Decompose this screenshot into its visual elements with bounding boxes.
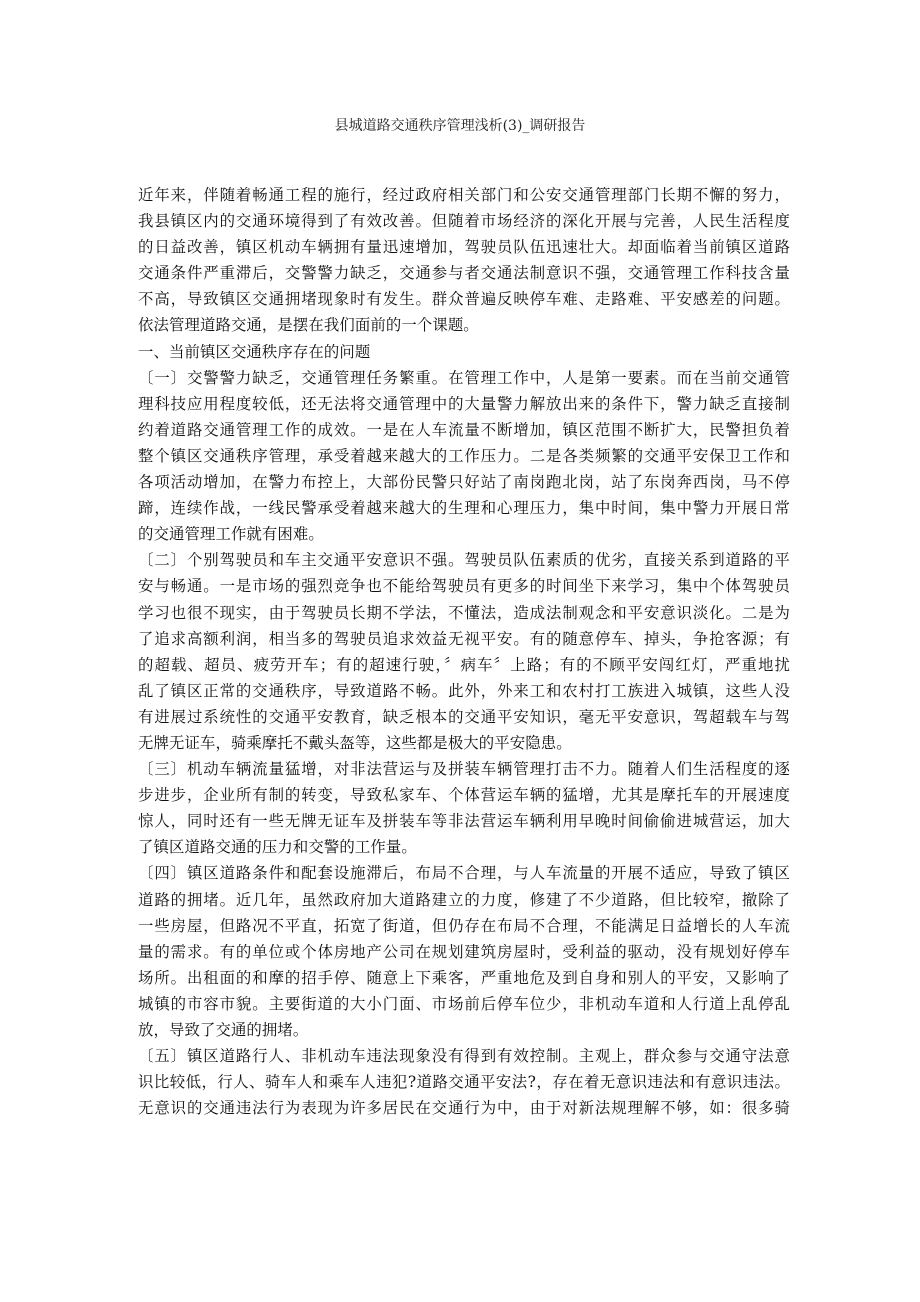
body-text-line: 约着道路交通管理工作的成效。一是在人车流量不断增加，镇区范围不断扩大，民警担负着 <box>138 420 790 439</box>
document-title: 县城道路交通秩序管理浅析(3)_调研报告 <box>334 118 586 134</box>
body-text-line: 识比较低，行人、骑车人和乘车人违犯?道路交通平安法?，存在着无意识违法和有意识违法。 <box>138 1073 790 1092</box>
body-text-line: 蹄，连续作战，一线民警承受着越来越大的生理和心理压力，集中时间，集中警力开展日常 <box>138 499 790 518</box>
body-text-line: 场所。出租面的和摩的招手停、随意上下乘客，严重地危及到自身和别人的平安，又影响了 <box>138 968 790 987</box>
body-text-line: 安与畅通。一是市场的强烈竞争也不能给驾驶员有更多的时间坐下来学习，集中个体驾驶员 <box>138 577 790 596</box>
body-text-line: 道路的拥堵。近几年，虽然政府加大道路建立的力度，修建了不少道路，但比较窄，撤除了 <box>138 890 790 909</box>
body-text-line: 了追求高额利润，相当多的驾驶员追求效益无视平安。有的随意停车、掉头，争抢客源；有 <box>138 629 790 648</box>
document-body <box>138 182 790 1121</box>
body-text-line: 近年来，伴随着畅通工程的施行，经过政府相关部门和公安交通管理部门长期不懈的努力， <box>138 186 790 204</box>
body-text-line: 交通条件严重滞后，交警警力缺乏，交通参与者交通法制意识不强，交通管理工作科技含量 <box>138 264 790 283</box>
body-text-line: 有进展过系统性的交通平安教育，缺乏根本的交通平安知识，毫无平安意识，驾超载车与驾 <box>138 707 790 726</box>
body-text-line: 乱了镇区正常的交通秩序，导致道路不畅。此外，外来工和农村打工族进入城镇，这些人没 <box>138 681 790 700</box>
body-text-line: 量的需求。有的单位或个体房地产公司在规划建筑房屋时，受利益的驱动，没有规划好停车 <box>138 942 790 961</box>
body-text-line: 学习也很不现实，由于驾驶员长期不学法，不懂法，造成法制观念和平安意识淡化。二是为 <box>138 603 790 622</box>
body-text-line: 〔五〕镇区道路行人、非机动车违法现象没有得到有效控制。主观上，群众参与交通守法意 <box>138 1047 790 1066</box>
body-text-line: 惊人，同时还有一些无牌无证车及拼装车等非法营运车辆利用早晚时间偷偷进城营运，加大 <box>138 812 790 831</box>
body-text-line: 我县镇区内的交通环境得到了有效改善。但随着市场经济的深化开展与完善，人民生活程度 <box>138 212 790 231</box>
body-text-line: 理科技应用程度较低，还无法将交通管理中的大量警力解放出来的条件下，警力缺乏直接制 <box>138 394 790 413</box>
body-text-line: 步进步，企业所有制的转变，导致私家车、个体营运车辆的猛增，尤其是摩托车的开展速度 <box>138 786 790 805</box>
body-text-line: 了镇区道路交通的压力和交警的工作量。 <box>138 838 417 857</box>
body-text-line: 〔一〕交警警力缺乏，交通管理任务繁重。在管理工作中，人是第一要素。而在当前交通管 <box>138 368 790 387</box>
body-text-line: 无牌无证车，骑乘摩托不戴头盔等，这些都是极大的平安隐患。 <box>138 733 572 752</box>
body-text-line: 不高，导致镇区交通拥堵现象时有发生。群众普遍反映停车难、走路难、平安感差的问题。 <box>138 290 790 309</box>
body-text-line: 〔四〕镇区道路条件和配套设施滞后，布局不合理，与人车流量的开展不适应，导致了镇区 <box>138 864 790 883</box>
body-text-line: 依法管理道路交通，是摆在我们面前的一个课题。 <box>138 316 479 335</box>
body-text-line: 无意识的交通违法行为表现为许多居民在交通行为中，由于对新法规理解不够，如：很多骑 <box>138 1099 790 1118</box>
body-text-line: 放，导致了交通的拥堵。 <box>138 1021 309 1039</box>
body-text-line: 〔三〕机动车辆流量猛增，对非法营运与及拼装车辆管理打击不力。随着人们生活程度的逐 <box>138 760 790 779</box>
body-text-line: 一、当前镇区交通秩序存在的问题 <box>138 342 371 361</box>
body-text-line: 的日益改善，镇区机动车辆拥有量迅速增加，驾驶员队伍迅速壮大。却面临着当前镇区道路 <box>138 238 790 257</box>
body-text-line: 各项活动增加，在警力布控上，大部份民警只好站了南岗跑北岗，站了东岗奔西岗，马不停 <box>138 473 790 492</box>
body-text-line: 城镇的市容市貌。主要街道的大小门面、市场前后停车位少，非机动车道和人行道上乱停乱 <box>138 994 790 1013</box>
body-text-line: 整个镇区交通秩序管理，承受着越来越大的工作压力。二是各类频繁的交通平安保卫工作和 <box>138 446 790 465</box>
body-text-line: 一些房屋，但路况不平直，拓宽了街道，但仍存在布局不合理，不能满足日益增长的人车流 <box>138 916 790 935</box>
body-text-line: 的超载、超员、疲劳开车；有的超速行驶，〞病车〞上路；有的不顾平安闯红灯，严重地扰 <box>138 655 790 674</box>
body-text-line: 〔二〕个别驾驶员和车主交通平安意识不强。驾驶员队伍素质的优劣，直接关系到道路的平 <box>138 551 790 570</box>
body-text-line: 的交通管理工作就有困难。 <box>138 525 324 544</box>
